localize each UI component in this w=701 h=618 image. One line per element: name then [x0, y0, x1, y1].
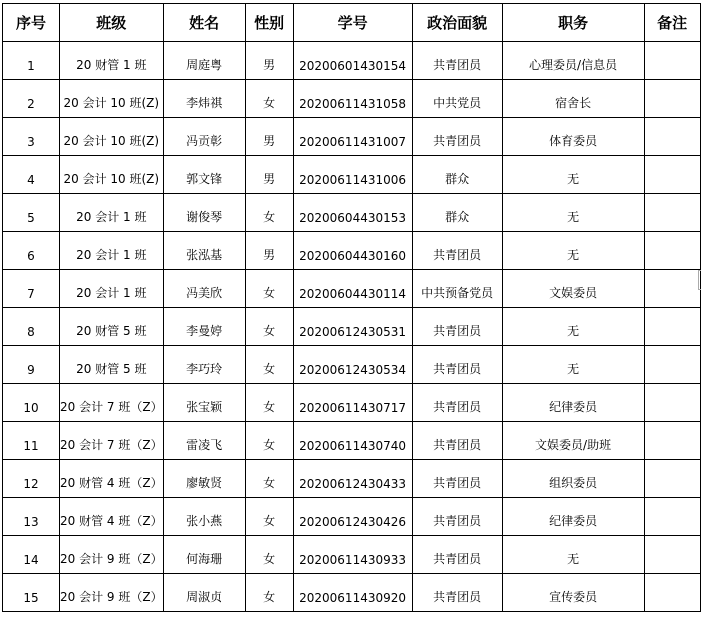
- table-row: [3, 194, 701, 232]
- cell-gender: 女: [245, 346, 293, 384]
- cell-remarks: [644, 574, 700, 612]
- cell-remarks: [644, 536, 700, 574]
- cell-student-id: 20200611430717: [293, 384, 412, 422]
- cell-political-status: 共青团员: [412, 346, 502, 384]
- table-row: [3, 498, 701, 536]
- cell-name: 张宝颖: [163, 384, 245, 422]
- cell-class: 20 会计 10 班(Z): [60, 80, 164, 118]
- cell-position: 无: [502, 308, 644, 346]
- cell-political-status: 群众: [412, 156, 502, 194]
- cell-student-id: 20200611431006: [293, 156, 412, 194]
- cell-gender: 女: [245, 498, 293, 536]
- cell-index: 7: [3, 270, 60, 308]
- cell-position: 纪律委员: [502, 498, 644, 536]
- cell-index: 6: [3, 232, 60, 270]
- cell-remarks: [644, 156, 700, 194]
- cell-position: 体育委员: [502, 118, 644, 156]
- cell-class: 20 财管 4 班（Z）: [60, 460, 164, 498]
- cell-name: 何海珊: [163, 536, 245, 574]
- cell-position: 纪律委员: [502, 384, 644, 422]
- cell-remarks: [644, 422, 700, 460]
- cell-class: 20 会计 1 班: [60, 194, 164, 232]
- column-header-political-status: 政治面貌: [412, 4, 502, 42]
- column-header-name: 姓名: [163, 4, 245, 42]
- cell-class: 20 会计 7 班（Z）: [60, 422, 164, 460]
- cell-remarks: [644, 308, 700, 346]
- cell-index: 11: [3, 422, 60, 460]
- cell-political-status: 共青团员: [412, 118, 502, 156]
- cell-position: 无: [502, 536, 644, 574]
- cell-index: 13: [3, 498, 60, 536]
- cell-index: 2: [3, 80, 60, 118]
- cell-position: 宣传委员: [502, 574, 644, 612]
- cell-class: 20 财管 4 班（Z）: [60, 498, 164, 536]
- cell-remarks: [644, 384, 700, 422]
- cell-political-status: 共青团员: [412, 574, 502, 612]
- cell-position: 宿舍长: [502, 80, 644, 118]
- cell-gender: 女: [245, 384, 293, 422]
- cell-political-status: 中共预备党员: [412, 270, 502, 308]
- cell-remarks: [644, 346, 700, 384]
- cell-name: 周淑贞: [163, 574, 245, 612]
- cell-gender: 男: [245, 118, 293, 156]
- cell-index: 10: [3, 384, 60, 422]
- cell-student-id: 20200612430531: [293, 308, 412, 346]
- cell-political-status: 共青团员: [412, 422, 502, 460]
- cell-name: 李曼婷: [163, 308, 245, 346]
- table-row: [3, 384, 701, 422]
- table-row: [3, 346, 701, 384]
- cell-political-status: 共青团员: [412, 384, 502, 422]
- cell-class: 20 会计 10 班(Z): [60, 156, 164, 194]
- cell-remarks: [644, 460, 700, 498]
- cell-name: 冯美欣: [163, 270, 245, 308]
- cell-student-id: 20200601430154: [293, 42, 412, 80]
- column-header-index: 序号: [3, 4, 60, 42]
- cell-gender: 女: [245, 270, 293, 308]
- cell-remarks: [644, 42, 700, 80]
- cell-student-id: 20200611431007: [293, 118, 412, 156]
- cell-index: 14: [3, 536, 60, 574]
- cell-index: 15: [3, 574, 60, 612]
- cell-name: 谢俊琴: [163, 194, 245, 232]
- cell-political-status: 共青团员: [412, 460, 502, 498]
- cell-political-status: 共青团员: [412, 232, 502, 270]
- table-row: [3, 574, 701, 612]
- cell-student-id: 20200611430740: [293, 422, 412, 460]
- student-roster-table: [2, 3, 701, 612]
- cell-student-id: 20200604430114: [293, 270, 412, 308]
- cell-class: 20 会计 1 班: [60, 232, 164, 270]
- cell-class: 20 会计 9 班（Z）: [60, 574, 164, 612]
- table-row: [3, 80, 701, 118]
- cell-name: 郭文锋: [163, 156, 245, 194]
- cell-index: 5: [3, 194, 60, 232]
- cell-name: 李巧玲: [163, 346, 245, 384]
- table-row: [3, 156, 701, 194]
- cell-position: 文娱委员: [502, 270, 644, 308]
- cell-position: 无: [502, 346, 644, 384]
- cell-position: 无: [502, 194, 644, 232]
- header-row: [3, 4, 701, 42]
- table-row: [3, 460, 701, 498]
- cell-class: 20 会计 10 班(Z): [60, 118, 164, 156]
- cell-class: 20 财管 1 班: [60, 42, 164, 80]
- cell-gender: 男: [245, 156, 293, 194]
- cell-student-id: 20200604430153: [293, 194, 412, 232]
- cell-name: 廖敏贤: [163, 460, 245, 498]
- cell-name: 雷凌飞: [163, 422, 245, 460]
- cell-name: 冯贡彰: [163, 118, 245, 156]
- cell-student-id: 20200611430933: [293, 536, 412, 574]
- cell-index: 8: [3, 308, 60, 346]
- column-header-gender: 性别: [245, 4, 293, 42]
- column-header-class: 班级: [60, 4, 164, 42]
- cell-gender: 女: [245, 574, 293, 612]
- cell-gender: 男: [245, 42, 293, 80]
- cell-gender: 女: [245, 308, 293, 346]
- cell-student-id: 20200604430160: [293, 232, 412, 270]
- cell-index: 12: [3, 460, 60, 498]
- cell-index: 3: [3, 118, 60, 156]
- cell-student-id: 20200611430920: [293, 574, 412, 612]
- cell-gender: 女: [245, 422, 293, 460]
- table-row: [3, 422, 701, 460]
- cell-class: 20 财管 5 班: [60, 308, 164, 346]
- cell-remarks: [644, 194, 700, 232]
- cell-position: 无: [502, 156, 644, 194]
- cell-remarks: [644, 80, 700, 118]
- cell-political-status: 共青团员: [412, 308, 502, 346]
- cell-class: 20 会计 9 班（Z）: [60, 536, 164, 574]
- cell-name: 周庭粤: [163, 42, 245, 80]
- cell-student-id: 20200612430534: [293, 346, 412, 384]
- cell-remarks: [644, 498, 700, 536]
- cell-index: 9: [3, 346, 60, 384]
- cell-position: 心理委员/信息员: [502, 42, 644, 80]
- table-row: [3, 42, 701, 80]
- cell-political-status: 共青团员: [412, 536, 502, 574]
- cell-class: 20 财管 5 班: [60, 346, 164, 384]
- cell-remarks: [644, 232, 700, 270]
- cell-political-status: 共青团员: [412, 498, 502, 536]
- cell-name: 李炜祺: [163, 80, 245, 118]
- column-header-student-id: 学号: [293, 4, 412, 42]
- cell-remarks: [644, 270, 700, 308]
- cell-remarks: [644, 118, 700, 156]
- cell-student-id: 20200611431058: [293, 80, 412, 118]
- table-row: [3, 536, 701, 574]
- cell-student-id: 20200612430426: [293, 498, 412, 536]
- cell-gender: 男: [245, 232, 293, 270]
- cell-class: 20 会计 7 班（Z）: [60, 384, 164, 422]
- cell-gender: 女: [245, 536, 293, 574]
- cell-political-status: 共青团员: [412, 42, 502, 80]
- column-header-position: 职务: [502, 4, 644, 42]
- cell-name: 张小燕: [163, 498, 245, 536]
- cell-index: 1: [3, 42, 60, 80]
- table-row: [3, 308, 701, 346]
- cell-political-status: 群众: [412, 194, 502, 232]
- cell-position: 无: [502, 232, 644, 270]
- cell-gender: 女: [245, 460, 293, 498]
- cell-index: 4: [3, 156, 60, 194]
- cell-name: 张泓基: [163, 232, 245, 270]
- table-row: [3, 118, 701, 156]
- cell-position: 组织委员: [502, 460, 644, 498]
- cell-gender: 女: [245, 80, 293, 118]
- cell-gender: 女: [245, 194, 293, 232]
- cell-student-id: 20200612430433: [293, 460, 412, 498]
- cell-political-status: 中共党员: [412, 80, 502, 118]
- table-body: [3, 42, 701, 612]
- table-row: [3, 270, 701, 308]
- cell-position: 文娱委员/助班: [502, 422, 644, 460]
- column-header-remarks: 备注: [644, 4, 700, 42]
- table-row: [3, 232, 701, 270]
- cell-class: 20 会计 1 班: [60, 270, 164, 308]
